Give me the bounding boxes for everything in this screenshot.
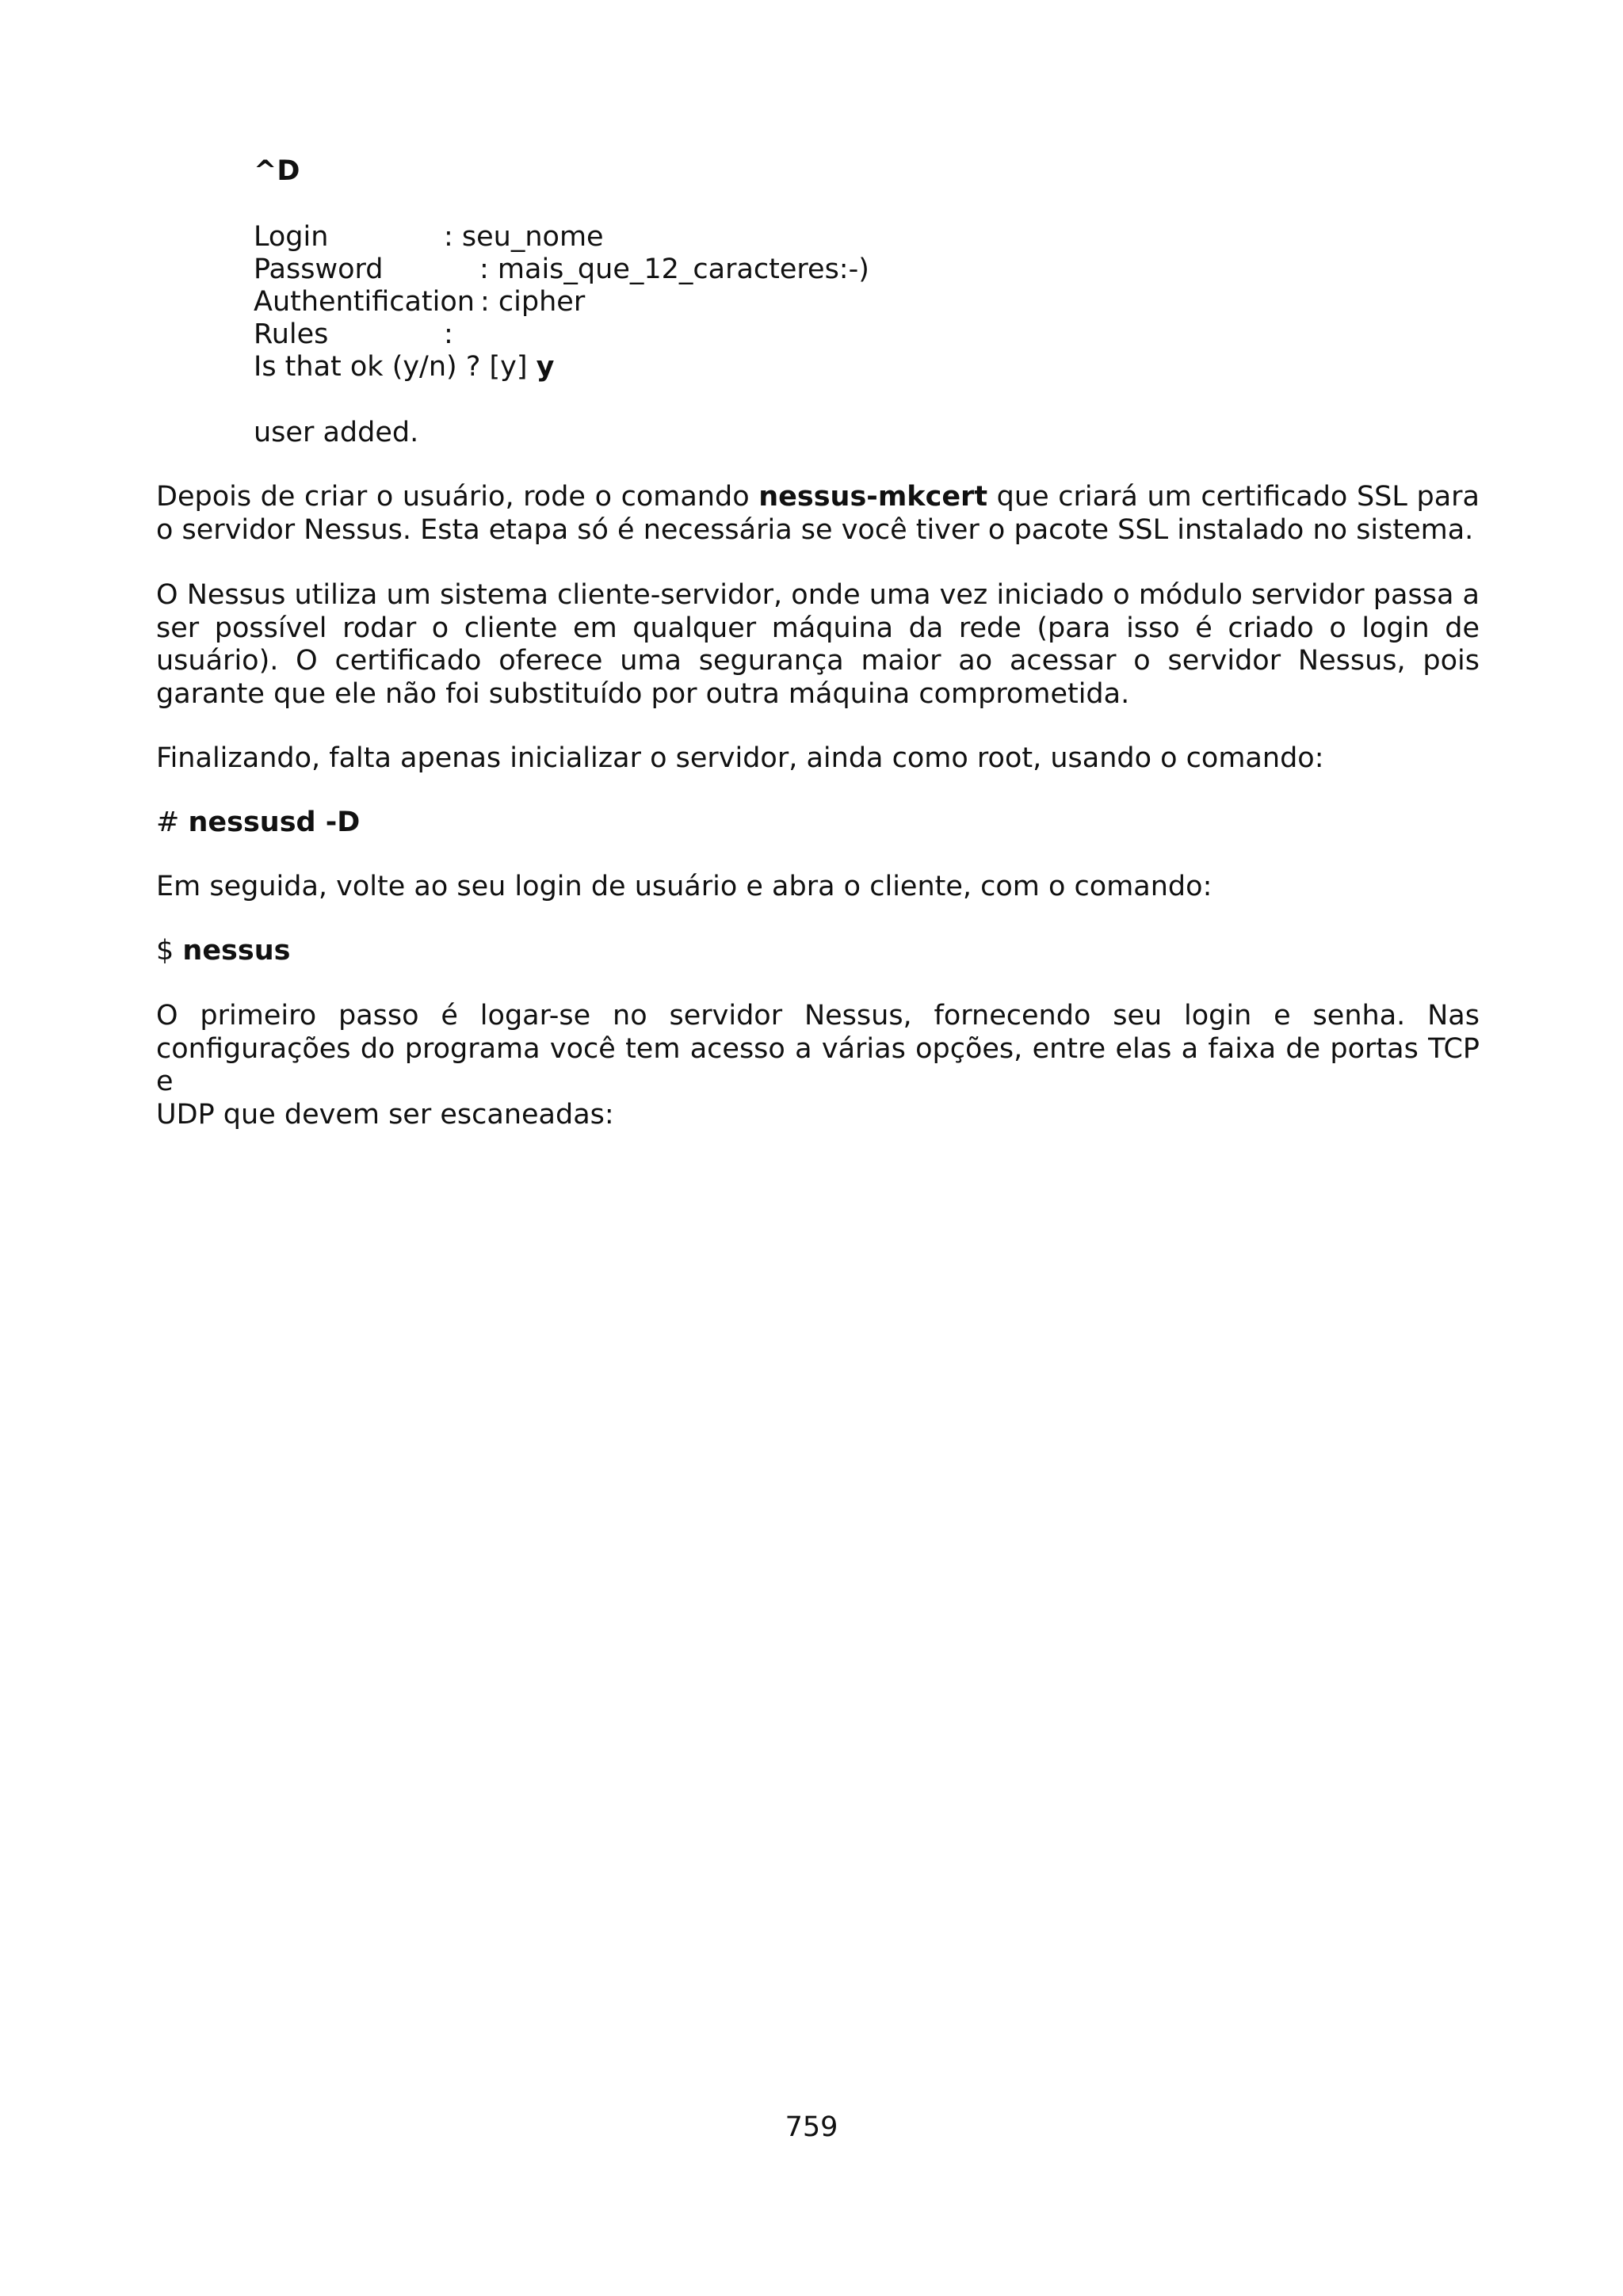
- paragraph-mkcert-text-post: que criará um certificado SSL para: [987, 481, 1480, 513]
- paragraph-open-client: Em seguida, volte ao seu login de usuário e abra o cliente, com o comando:: [156, 871, 1212, 902]
- paragraph-mkcert: [156, 481, 1480, 547]
- user-prompt: $: [156, 935, 183, 967]
- login-label: Login: [254, 221, 329, 253]
- paragraph-start-server: Finalizando, falta apenas inicializar o servidor, ainda como root, usando o comando:: [156, 742, 1324, 774]
- nessusd-command: nessusd -D: [188, 807, 361, 838]
- password-label: Password: [254, 254, 384, 285]
- nessus-command-line: [156, 935, 290, 967]
- paragraph-client-server-line: ser possível rodar o cliente em qualquer máquina da rede (para isso é criado o login de: [156, 612, 1480, 644]
- authentification-value: : cipher: [480, 286, 586, 318]
- user-added-message: user added.: [254, 417, 419, 448]
- page-number: 759: [785, 2111, 838, 2143]
- paragraph-login-config-line: UDP que devem ser escaneadas:: [156, 1098, 614, 1131]
- confirm-line: [254, 351, 555, 383]
- password-value: : mais_que_12_caracteres:-): [479, 254, 869, 285]
- rules-label: Rules: [254, 318, 329, 350]
- paragraph-login-config: [156, 1000, 1480, 1131]
- rules-value: :: [444, 318, 453, 350]
- authentification-label: Authentification: [254, 286, 475, 318]
- confirm-answer: y: [536, 351, 555, 383]
- paragraph-login-config-line: O primeiro passo é logar-se no servidor Nessus, fornecendo seu login e senha. Nas: [156, 1000, 1480, 1032]
- nessusd-command-line: [156, 807, 360, 839]
- login-value: : seu_nome: [444, 221, 604, 253]
- ctrl-d-keystroke: ^D: [254, 155, 300, 187]
- paragraph-mkcert-line1: [156, 481, 1480, 514]
- paragraph-client-server-line: garante que ele não foi substituído por outra máquina comprometida.: [156, 677, 1130, 710]
- confirm-prompt: Is that ok (y/n) ? [y]: [254, 351, 537, 383]
- paragraph-mkcert-text-pre: Depois de criar o usuário, rode o comando: [156, 481, 759, 513]
- paragraph-client-server: [156, 579, 1480, 711]
- paragraph-login-config-line: configurações do programa você tem acesso a várias opções, entre elas a faixa de portas TCP e: [156, 1032, 1480, 1097]
- nessus-mkcert-command: nessus-mkcert: [758, 481, 988, 513]
- paragraph-client-server-line: O Nessus utiliza um sistema cliente-servidor, onde uma vez iniciado o módulo servidor passa a: [156, 579, 1480, 611]
- paragraph-mkcert-line2: o servidor Nessus. Esta etapa só é necessária se você tiver o pacote SSL instalado no sistema.: [156, 513, 1474, 546]
- nessus-command: nessus: [182, 935, 291, 967]
- paragraph-client-server-line: usuário). O certificado oferece uma segurança maior ao acessar o servidor Nessus, pois: [156, 645, 1480, 677]
- root-prompt: #: [156, 807, 189, 838]
